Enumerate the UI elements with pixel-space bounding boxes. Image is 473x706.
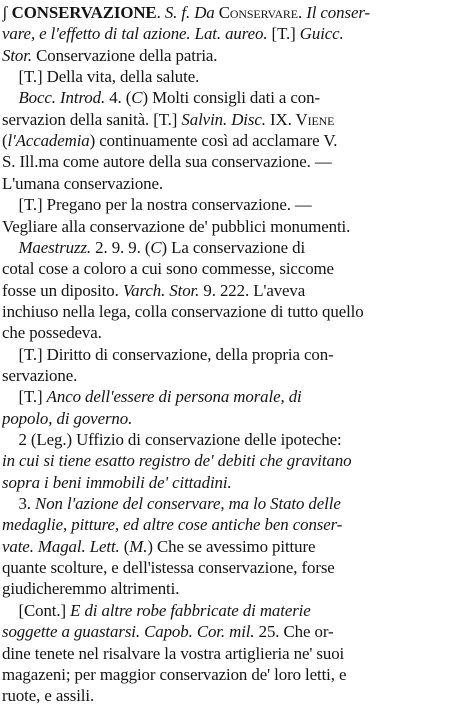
entry-text-segment: l'Accademia	[7, 131, 90, 151]
entry-line	[2, 2, 471, 23]
entry-line	[2, 23, 471, 44]
entry-text-segment: Il conser-	[306, 3, 370, 22]
entry-text-segment: [T.]	[2, 387, 47, 407]
entry-text-segment: Guicc.	[299, 24, 344, 44]
entry-line	[2, 66, 471, 87]
entry-text-segment: M.	[129, 536, 148, 556]
entry-line	[2, 429, 471, 450]
entry-text-segment: ) La conservazione di	[161, 237, 306, 257]
entry-text-segment: ) Molti consigli dati a con-	[142, 88, 320, 108]
entry-text-segment: (	[2, 131, 8, 151]
entry-text-segment: S. f. Da	[164, 3, 219, 22]
entry-text-segment: Bocc. Introd.	[18, 88, 110, 108]
entry-text-segment: S. Ill.ma come autore della sua conservazione. —	[2, 152, 332, 172]
entry-line	[2, 344, 471, 365]
entry-line	[2, 109, 471, 130]
entry-text-segment: inchiuso nella lega, colla conservazione di tutto quello	[2, 301, 364, 321]
entry-text-segment: [T.] Della vita, della salute.	[2, 67, 200, 87]
entry-text-segment: Conservare	[218, 3, 298, 22]
entry-text-segment: IX. Viene	[269, 109, 335, 129]
entry-text-segment: CONSERVAZIONE	[11, 3, 157, 22]
entry-line	[2, 322, 471, 343]
entry-line	[2, 237, 471, 258]
entry-text-segment: ) continuamente così ad acclamare V.	[89, 131, 338, 151]
entry-line	[2, 280, 471, 301]
entry-text-segment: vate. Magal. Lett.	[2, 536, 124, 556]
entry-text-segment: .	[156, 3, 165, 22]
entry-text-segment: soggette a guastarsi. Capob. Cor. mil.	[2, 622, 259, 642]
entry-line	[2, 216, 471, 237]
entry-text-segment: Anco dell'essere di persona morale, di	[46, 387, 302, 407]
entry-text-segment: vare, e l'effetto di tal azione. Lat. aureo.	[2, 24, 272, 44]
entry-text-segment: in cui si tiene esatto registro de' debiti che gravitano	[2, 451, 352, 471]
entry-text-segment: 3.	[2, 494, 36, 514]
entry-line	[2, 536, 471, 557]
entry-line	[2, 664, 471, 685]
entry-text-segment: popolo, di governo.	[2, 408, 133, 428]
entry-line	[2, 600, 471, 621]
entry-text-segment: Stor.	[2, 45, 37, 65]
entry-text-segment: C	[150, 237, 162, 257]
entry-text-segment	[2, 238, 18, 257]
entry-text-segment: L'umana conservazione.	[2, 173, 163, 193]
entry-line	[2, 685, 471, 706]
entry-line	[2, 386, 471, 407]
entry-line	[2, 557, 471, 578]
entry-text-segment: C	[131, 88, 143, 108]
entry-text-segment: .	[297, 3, 307, 22]
entry-text-segment: E di altre robe fabbricate di materie	[70, 600, 311, 620]
entry-line	[2, 514, 471, 535]
entry-text-segment: 4. (	[109, 88, 132, 108]
entry-text-segment: [T.]	[271, 24, 300, 44]
entry-text-segment: servazion della sanità. [T.]	[2, 109, 182, 129]
entry-line	[2, 365, 471, 386]
entry-text-segment: [Cont.]	[2, 600, 71, 620]
entry-line	[2, 87, 471, 108]
entry-text-segment: sopra i beni immobili de' cittadini.	[2, 472, 232, 492]
entry-text-segment: fosse un diposito.	[2, 280, 123, 300]
entry-text-segment: 2. 9. 9. (	[95, 237, 151, 257]
entry-text-segment: Salvin. Disc.	[181, 109, 270, 129]
entry-line	[2, 301, 471, 322]
entry-line	[2, 258, 471, 279]
entry-text-segment: ʃ	[2, 3, 12, 22]
entry-line	[2, 45, 471, 66]
entry-text-segment: quante scolture, e dell'istessa conservazione, forse	[2, 558, 335, 578]
entry-text-segment: ) Che se avessimo pitture	[147, 536, 316, 556]
entry-text-segment: dine tenete nel risalvare la vostra artiglieria ne' suoi	[2, 643, 345, 663]
entry-line	[2, 621, 471, 642]
entry-text-segment: magazeni; per maggior conservazion de' loro letti, e	[2, 664, 347, 684]
entry-text-segment: 9. 222. L'aveva	[203, 280, 306, 300]
entry-line	[2, 472, 471, 493]
entry-text-segment: Varch. Stor.	[122, 280, 204, 300]
entry-text-segment: medaglie, pitture, ed altre cose antiche ben conser-	[2, 515, 343, 535]
entry-text-segment: giudicheremmo altrimenti.	[2, 579, 180, 599]
entry-text-segment: Non l'azione del conservare, ma lo Stato delle	[35, 494, 341, 514]
entry-text-segment: 25. Che or-	[258, 622, 334, 642]
entry-text-segment: Conservazione della patria.	[36, 45, 218, 65]
entry-line	[2, 173, 471, 194]
entry-text-segment: 2 (Leg.) Uffizio di conservazione delle ipoteche:	[2, 430, 342, 449]
entry-text-segment: Vegliare alla conservazione de' pubblici monumenti.	[2, 216, 351, 236]
entry-text-segment: servazione.	[2, 365, 78, 385]
entry-line	[2, 578, 471, 599]
entry-text-segment: (	[123, 536, 130, 556]
entry-text-segment: ruote, e assili.	[2, 686, 95, 706]
entry-text-segment: cotal cose a coloro a cui sono commesse, siccome	[2, 259, 334, 279]
entry-line	[2, 493, 471, 514]
entry-line	[2, 151, 471, 172]
entry-text-segment: [T.] Pregano per la nostra conservazione. —	[2, 195, 312, 215]
entry-text-segment	[2, 88, 18, 107]
entry-line	[2, 450, 471, 471]
entry-text-segment: Maestruzz.	[18, 237, 96, 257]
entry-text-segment: che possedeva.	[2, 323, 102, 343]
entry-line	[2, 130, 471, 151]
entry-line	[2, 408, 471, 429]
entry-line	[2, 643, 471, 664]
entry-line	[2, 194, 471, 215]
entry-text-segment: [T.] Diritto di conservazione, della propria con-	[2, 344, 334, 364]
